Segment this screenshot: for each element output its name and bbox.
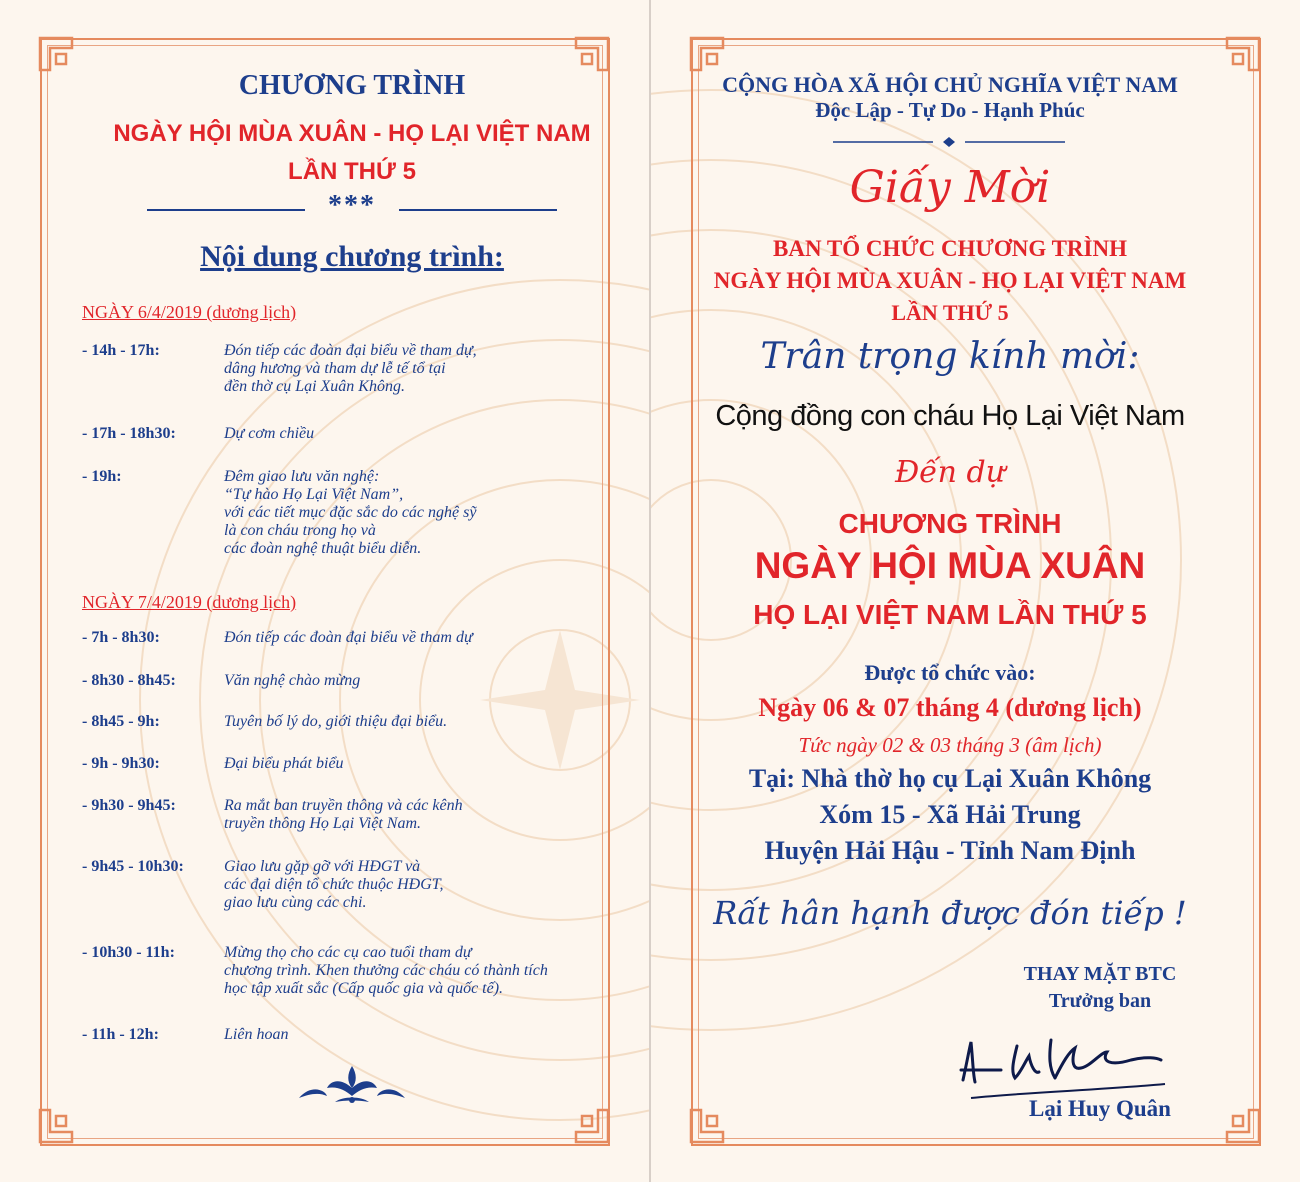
held-on-label: Được tổ chức vào: xyxy=(864,660,1036,685)
signatory-role: THAY MẶT BTC xyxy=(1023,963,1177,985)
organizer-line: NGÀY HỘI MÙA XUÂN - HỌ LẠI VIỆT NAM xyxy=(713,268,1187,293)
schedule-description: Dự cơm chiều xyxy=(224,425,315,442)
schedule-time: - 11h - 12h: xyxy=(82,1026,159,1043)
schedule-description: Văn nghệ chào mừng xyxy=(224,672,361,689)
invitee-name: Cộng đồng con cháu Họ Lại Việt Nam xyxy=(715,400,1185,432)
corner-ornament-icon xyxy=(36,1098,84,1146)
schedule-time: - 14h - 17h: xyxy=(82,342,160,359)
event-name: NGÀY HỘI MÙA XUÂN xyxy=(754,545,1146,586)
divider-stars: *** xyxy=(328,190,376,221)
schedule-time: - 10h30 - 11h: xyxy=(82,944,175,961)
schedule-description: Liên hoan xyxy=(224,1026,289,1043)
schedule-time: - 17h - 18h30: xyxy=(82,425,176,442)
venue-line: Tại: Nhà thờ họ cụ Lại Xuân Không xyxy=(748,764,1152,793)
schedule-time: - 8h45 - 9h: xyxy=(82,713,160,730)
schedule-time: - 9h45 - 10h30: xyxy=(82,858,184,875)
divider-right xyxy=(399,209,557,211)
respect-invite: Trân trọng kính mời: xyxy=(760,336,1140,377)
attend-label: Đến dự xyxy=(894,455,1006,490)
signature-icon xyxy=(951,1022,1171,1102)
national-title: CỘNG HÒA XÃ HỘI CHỦ NGHĨA VIỆT NAM xyxy=(722,72,1178,97)
program-panel xyxy=(0,0,649,1182)
schedule-time: - 7h - 8h30: xyxy=(82,629,160,646)
schedule-description: Đêm giao lưu văn nghệ: “Tự hào Họ Lại Việt Nam”, với các tiết mục đặc sắc do các nghệ sỹ là con cháu trong họ và các đoàn nghệ thuật biểu diễn. xyxy=(224,468,477,557)
venue-line: Xóm 15 - Xã Hải Trung xyxy=(819,800,1081,829)
schedule-time: - 9h - 9h30: xyxy=(82,755,160,772)
signatory-title: Trưởng ban xyxy=(1048,990,1152,1012)
date-lunar: Tức ngày 02 & 03 tháng 3 (âm lịch) xyxy=(798,733,1102,757)
schedule-time: - 8h30 - 8h45: xyxy=(82,672,176,689)
signatory-name: Lại Huy Quân xyxy=(1029,1096,1171,1121)
program-title: CHƯƠNG TRÌNH xyxy=(238,70,466,101)
day-heading: NGÀY 7/4/2019 (dương lịch) xyxy=(82,592,297,612)
organizer-line: LẦN THỨ 5 xyxy=(891,300,1009,325)
motto-underline xyxy=(833,136,1065,148)
program-subtitle: NGÀY HỘI MÙA XUÂN - HỌ LẠI VIỆT NAM xyxy=(113,120,591,147)
divider-left xyxy=(147,209,305,211)
event-edition: HỌ LẠI VIỆT NAM LẦN THỨ 5 xyxy=(753,599,1147,630)
date-solar: Ngày 06 & 07 tháng 4 (dương lịch) xyxy=(758,693,1142,722)
invitation-panel xyxy=(651,0,1300,1182)
welcome-message: Rất hân hạnh được đón tiếp ! xyxy=(713,894,1187,932)
corner-ornament-icon xyxy=(687,1098,735,1146)
event-title: CHƯƠNG TRÌNH xyxy=(838,508,1062,539)
schedule-description: Giao lưu gặp gỡ với HĐGT và các đại diện tổ chức thuộc HĐGT, giao lưu cùng các chi. xyxy=(224,858,444,911)
national-motto: Độc Lập - Tự Do - Hạnh Phúc xyxy=(815,98,1085,122)
schedule-description: Tuyên bố lý do, giới thiệu đại biểu. xyxy=(224,713,448,730)
venue-line: Huyện Hải Hậu - Tỉnh Nam Định xyxy=(764,836,1136,865)
corner-ornament-icon xyxy=(564,1098,612,1146)
floral-ornament-icon xyxy=(297,1062,407,1108)
program-edition: LẦN THỨ 5 xyxy=(288,158,416,185)
schedule-description: Đại biểu phát biểu xyxy=(224,755,344,772)
schedule-description: Mừng thọ cho các cụ cao tuổi tham dự chương trình. Khen thưởng các cháu có thành tích học tập xuất sắc (Cấp quốc gia và quốc tế). xyxy=(224,944,548,997)
schedule-time: - 9h30 - 9h45: xyxy=(82,797,176,814)
schedule-description: Đón tiếp các đoàn đại biểu về tham dự xyxy=(224,629,473,646)
day-heading: NGÀY 6/4/2019 (dương lịch) xyxy=(82,302,297,322)
organizer-line: BAN TỔ CHỨC CHƯƠNG TRÌNH xyxy=(773,236,1127,261)
schedule-description: Ra mắt ban truyền thông và các kênh truyền thông Họ Lại Việt Nam. xyxy=(224,797,463,832)
invitation-title: Giấy Mời xyxy=(849,162,1051,213)
schedule-time: - 19h: xyxy=(82,468,122,485)
section-heading: Nội dung chương trình: xyxy=(200,240,504,273)
schedule-description: Đón tiếp các đoàn đại biểu về tham dự, dâng hương và tham dự lễ tế tổ tại đền thờ cụ Lại Xuân Không. xyxy=(224,342,477,395)
